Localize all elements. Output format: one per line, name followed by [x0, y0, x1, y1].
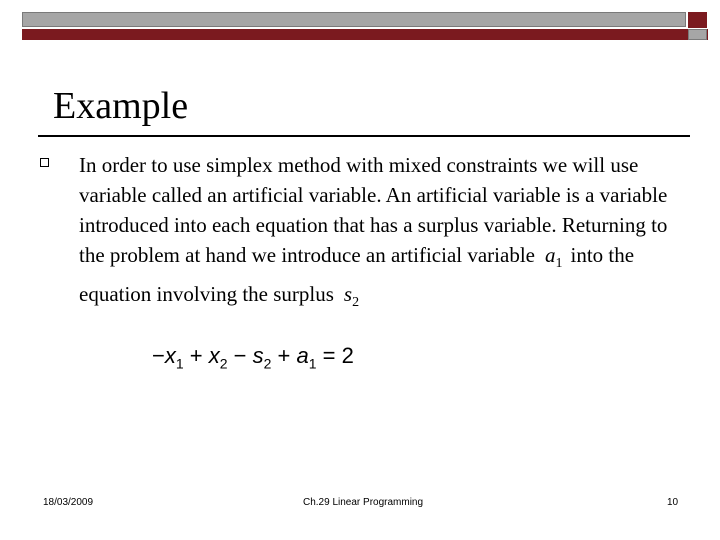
footer-page-number: 10 — [667, 497, 679, 508]
top-red-square — [688, 12, 707, 28]
top-decoration-bar — [22, 12, 708, 40]
top-gray-square — [688, 29, 707, 40]
body-text-part-1: In order to use simplex method with mixed constraints we will use variable called an artificial variable. An artificial variable is a variable introduced into each equation that has a surplus variable. Returning to the problem at hand we introduce an artificial variable — [79, 153, 668, 267]
variable-a1: $a_1$ — [544, 243, 563, 272]
top-red-bar — [22, 29, 708, 40]
title-divider — [38, 135, 690, 137]
footer-date: 18/03/2009 — [43, 497, 94, 508]
slide-body-text — [79, 150, 689, 318]
artificial-variable-equation: $-x_1 + x_2 - s_2 + a_1 = 2$ — [152, 343, 354, 372]
body-text-part-2: into the equation involving the surplus — [79, 243, 635, 307]
variable-s2: $s_2$ — [343, 282, 360, 311]
slide-title: Example — [53, 85, 189, 127]
top-gray-bar — [22, 12, 686, 27]
footer-chapter: Ch.29 Linear Programming — [303, 497, 424, 508]
square-bullet-icon — [40, 158, 49, 167]
